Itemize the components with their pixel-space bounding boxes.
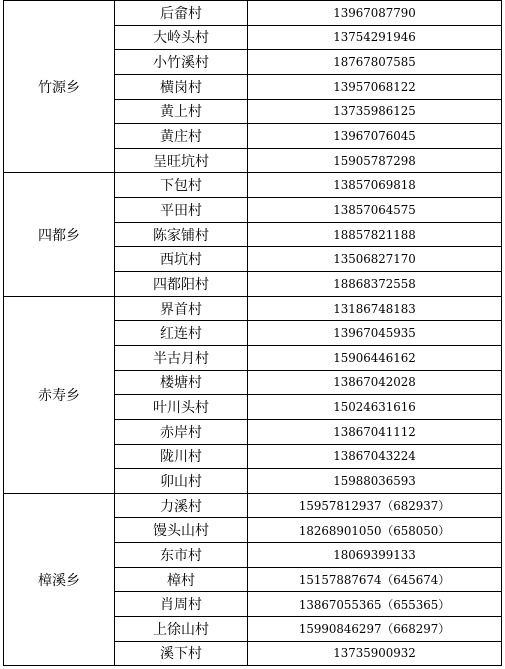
table-body [4,1,502,666]
phone-cell: 13754291946 [248,25,502,50]
phone-cell: 13867041112 [248,419,502,444]
phone-cell: 13867042028 [248,370,502,395]
town-cell: 竹源乡 [4,1,115,173]
phone-cell: 18069399133 [248,543,502,568]
village-cell: 黄上村 [115,99,248,124]
phone-cell: 13186748183 [248,296,502,321]
phone-cell: 15157887674（645674） [248,567,502,592]
phone-cell: 13967076045 [248,124,502,149]
phone-cell: 13857064575 [248,198,502,223]
village-cell: 赤岸村 [115,419,248,444]
phone-cell: 15905787298 [248,148,502,173]
village-cell: 肖周村 [115,592,248,617]
village-cell: 上徐山村 [115,617,248,642]
phone-cell: 18268901050（658050） [248,518,502,543]
village-cell: 界首村 [115,296,248,321]
phone-cell: 15988036593 [248,469,502,494]
phone-cell: 13857069818 [248,173,502,198]
table-row [4,1,502,26]
town-cell: 赤寿乡 [4,296,115,493]
phone-cell: 15990846297（668297） [248,617,502,642]
phone-cell: 15957812937（682937） [248,493,502,518]
table-row [4,296,502,321]
village-cell: 楼塘村 [115,370,248,395]
phone-cell: 13506827170 [248,247,502,272]
phone-cell: 13957068122 [248,74,502,99]
village-cell: 卯山村 [115,469,248,494]
table-row [4,173,502,198]
village-cell: 黄庄村 [115,124,248,149]
town-cell: 樟溪乡 [4,493,115,665]
town-cell: 四都乡 [4,173,115,296]
village-cell: 四都阳村 [115,272,248,297]
phone-cell: 15906446162 [248,345,502,370]
phone-cell: 13735900932 [248,641,502,666]
village-cell: 西坑村 [115,247,248,272]
phone-cell: 15024631616 [248,395,502,420]
village-cell: 后畲村 [115,1,248,26]
village-cell: 红连村 [115,321,248,346]
phone-cell: 18868372558 [248,272,502,297]
phone-cell: 13967087790 [248,1,502,26]
phone-cell: 13735986125 [248,99,502,124]
village-cell: 呈旺坑村 [115,148,248,173]
village-cell: 陇川村 [115,444,248,469]
village-cell: 大岭头村 [115,25,248,50]
village-cell: 陈家铺村 [115,222,248,247]
phone-cell: 13867043224 [248,444,502,469]
village-cell: 馒头山村 [115,518,248,543]
contact-table-container [3,0,502,666]
village-cell: 下包村 [115,173,248,198]
village-cell: 叶川头村 [115,395,248,420]
village-contact-table [3,0,502,666]
village-cell: 溪下村 [115,641,248,666]
phone-cell: 13967045935 [248,321,502,346]
phone-cell: 18857821188 [248,222,502,247]
village-cell: 小竹溪村 [115,50,248,75]
village-cell: 力溪村 [115,493,248,518]
table-row [4,493,502,518]
village-cell: 东市村 [115,543,248,568]
village-cell: 半古月村 [115,345,248,370]
phone-cell: 13867055365（655365） [248,592,502,617]
village-cell: 横岗村 [115,74,248,99]
phone-cell: 18767807585 [248,50,502,75]
village-cell: 樟村 [115,567,248,592]
village-cell: 平田村 [115,198,248,223]
